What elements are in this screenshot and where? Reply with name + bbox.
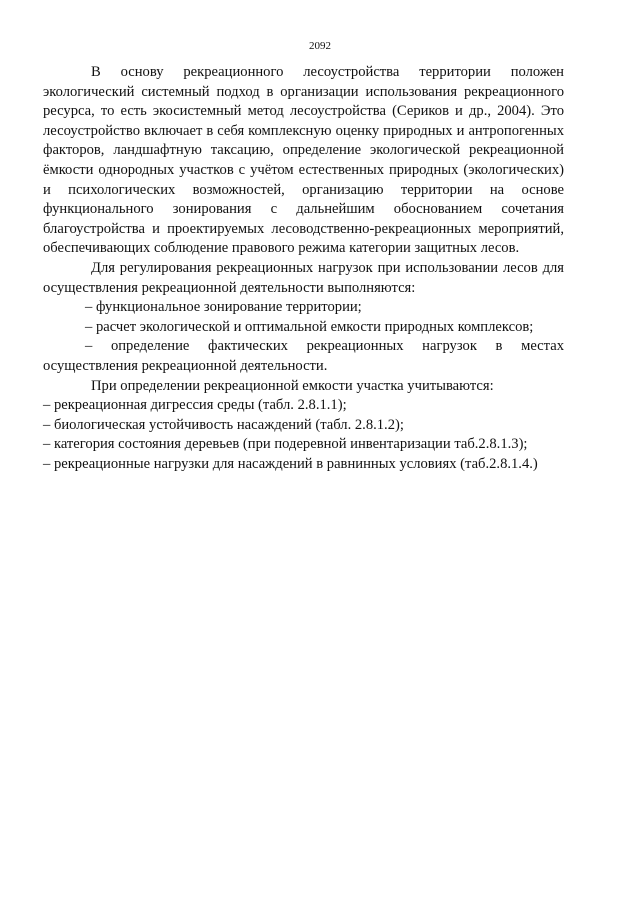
paragraph-load-regulation: Для регулирования рекреационных нагрузок при использовании лесов для осуществления рекреационной деятельности выполняются: [43, 259, 564, 296]
paragraph-forest-management-approach: В основу рекреационного лесоустройства территории положен экологический системный подход в организации использования рекреационного ресурса, то есть экосистемный метод лесоустройства (Сериков и др., 2004). Это лесоустройство включает в себя комплексную оценку природных и антропогенных факторов, ландшафтную таксацию, определение экологической рекреационной ёмкости однородных участков с учётом естественных природных (экологических) и психологических возможностей, организацию территории на основе функционального зонирования с дальнейшим обоснованием сочетания благоустройства и проектируемых лесоводственно-рекреационных мероприятий, обеспечивающих соблюдение правового режима категории защитных лесов. [43, 64, 564, 257]
list-item-digression: – рекреационная дигрессия среды (табл. 2.8.1.1); [43, 397, 347, 414]
document-body [43, 63, 564, 474]
list-item-capacity-calculation: – расчет экологической и оптимальной емкости природных комплексов; [85, 318, 534, 335]
list-item-tree-condition: – категория состояния деревьев (при подеревной инвентаризации таб.2.8.1.3); [43, 436, 528, 453]
list-item-stability: – биологическая устойчивость насаждений (табл. 2.8.1.2); [43, 416, 404, 433]
paragraph-capacity-factors: При определении рекреационной емкости участка учитываются: [91, 377, 494, 394]
list-item-zoning: – функциональное зонирование территории; [85, 299, 362, 316]
list-item-plain-loads: – рекреационные нагрузки для насаждений в равнинных условиях (таб.2.8.1.4.) [43, 455, 538, 472]
page-number: 2092 [309, 40, 331, 52]
list-item-actual-loads: – определение фактических рекреационных нагрузок в местах осуществления рекреационной деятельности. [43, 338, 564, 374]
